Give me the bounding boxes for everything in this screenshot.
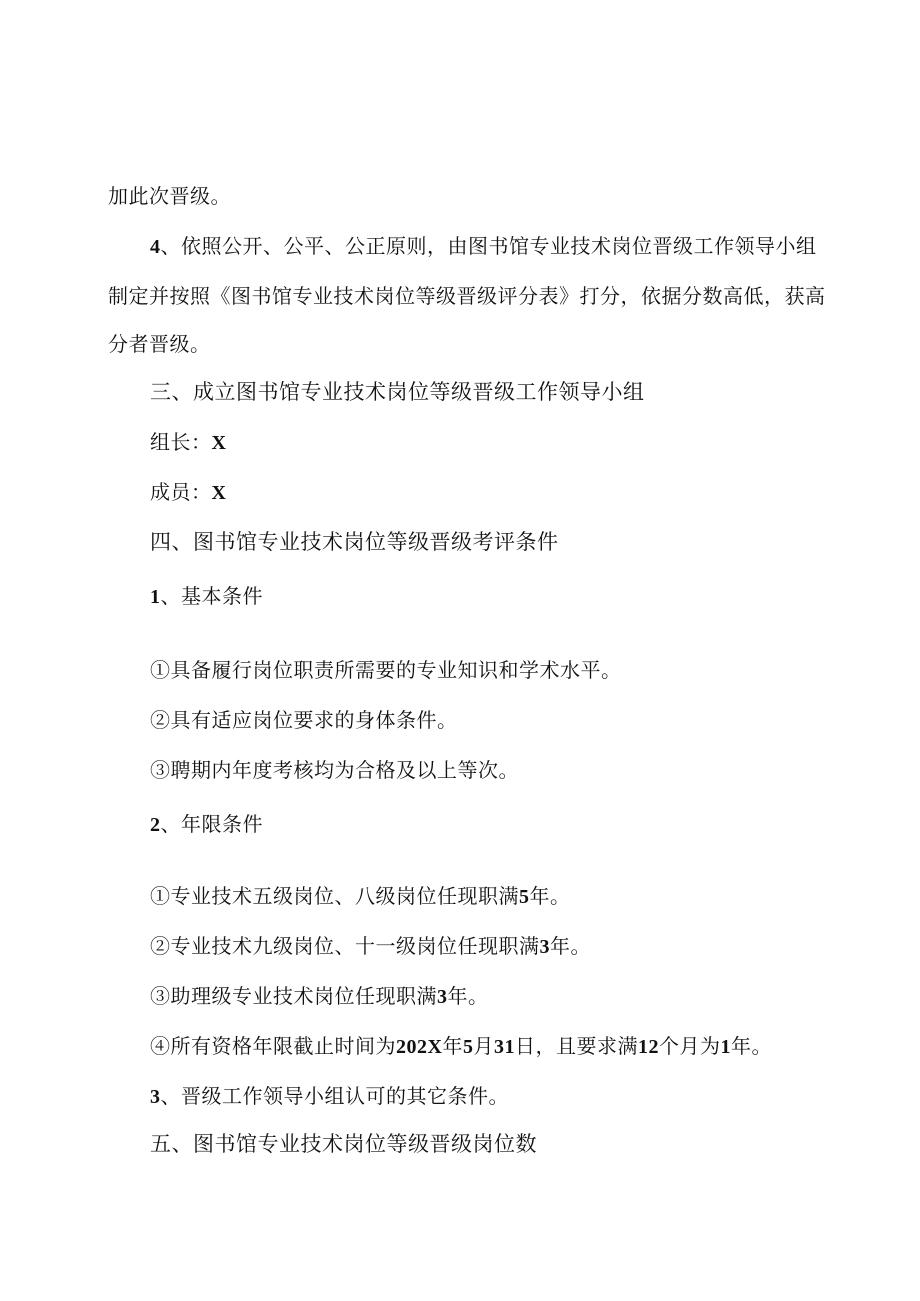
item-4-line-1: 4、依照公开、公平、公正原则，由图书馆专业技术岗位晋级工作领导小组 <box>150 234 817 258</box>
years-condition-4: ④所有资格年限截止时间为202X年5月31日，且要求满12个月为1年。 <box>150 1034 772 1058</box>
group-leader: 组长：X <box>150 430 227 454</box>
section-5-heading: 五、图书馆专业技术岗位等级晋级岗位数 <box>150 1132 537 1156</box>
group-members: 成员：X <box>150 480 227 504</box>
basic-conditions-heading: 1、基本条件 <box>150 584 263 608</box>
continued-paragraph: 加此次晋级。 <box>108 184 231 208</box>
section-3-heading: 三、成立图书馆专业技术岗位等级晋级工作领导小组 <box>150 380 645 404</box>
item-4-line-2: 制定并按照《图书馆专业技术岗位等级晋级评分表》打分，依据分数高低，获高 <box>108 284 826 308</box>
basic-condition-3: ③聘期内年度考核均为合格及以上等次。 <box>150 758 519 782</box>
section-4-heading: 四、图书馆专业技术岗位等级晋级考评条件 <box>150 530 559 554</box>
basic-condition-1: ①具备履行岗位职责所需要的专业知识和学术水平。 <box>150 658 622 682</box>
years-condition-2: ②专业技术九级岗位、十一级岗位任现职满3年。 <box>150 934 591 958</box>
years-conditions-heading: 2、年限条件 <box>150 812 263 836</box>
item-4-line-3: 分者晋级。 <box>108 332 211 356</box>
other-conditions: 3、晋级工作领导小组认可的其它条件。 <box>150 1084 509 1108</box>
years-condition-3: ③助理级专业技术岗位任现职满3年。 <box>150 984 489 1008</box>
years-condition-1: ①专业技术五级岗位、八级岗位任现职满5年。 <box>150 884 571 908</box>
basic-condition-2: ②具有适应岗位要求的身体条件。 <box>150 708 458 732</box>
